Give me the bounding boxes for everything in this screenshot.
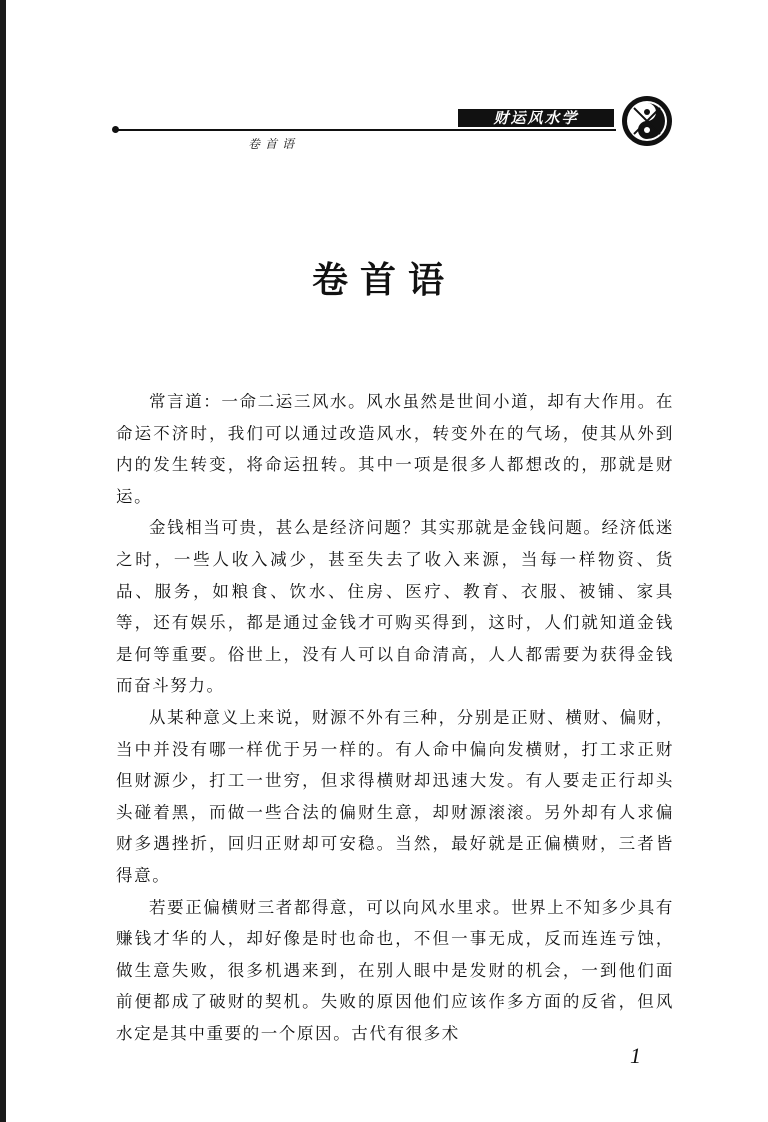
paragraph: 从某种意义上来说，财源不外有三种，分别是正财、横财、偏财，当中并没有哪一样优于另一样的。有人命中偏向发横财，打工求正财但财源少，打工一世穷，但求得横财却迅速大发。有人要走正行却头头碰着黑，而做一些合法的偏财生意，却财源滚滚。另外却有人求偏财多遇挫折，回归正财却可安稳。当然，最好就是正偏横财，三者皆得意。 xyxy=(116,707,674,885)
taiji-emblem-icon xyxy=(620,94,674,148)
header-title-bar xyxy=(458,109,614,127)
section-title: 财运风水学 xyxy=(493,109,579,127)
binding-edge xyxy=(0,0,6,1122)
page-title: 卷首语 xyxy=(311,260,456,301)
body-text xyxy=(116,386,674,1049)
header-rule xyxy=(116,129,616,131)
paragraph: 金钱相当可贵，甚么是经济问题？其实那就是金钱问题。经济低迷之时，一些人收入减少，甚至失去了收入来源，当每一样物资、货品、服务，如粮食、饮水、住房、医疗、教育、衣服、被铺、家具等，还有娱乐，都是通过金钱才可购买得到，这时，人们就知道金钱是何等重要。俗世上，没有人可以自命清高，人人都需要为获得金钱而奋斗努力。 xyxy=(116,518,674,696)
paragraph: 若要正偏横财三者都得意，可以向风水里求。世界上不知多少具有赚钱才华的人，却好像是时也命也，不但一事无成，反而连连亏蚀，做生意失败，很多机遇来到，在别人眼中是发财的机会，一到他们面前便都成了破财的契机。失败的原因他们应该作多方面的反省，但风水定是其中重要的一个原因。古代有很多术 xyxy=(116,897,674,1043)
page-number: 1 xyxy=(630,1043,641,1068)
paragraph: 常言道：一命二运三风水。风水虽然是世间小道，却有大作用。在命运不济时，我们可以通过改造风水，转变外在的气场，使其从外到内的发生转变，将命运扭转。其中一项是很多人都想改的，那就是财运。 xyxy=(116,392,674,506)
running-head: 卷首语 xyxy=(248,137,300,151)
